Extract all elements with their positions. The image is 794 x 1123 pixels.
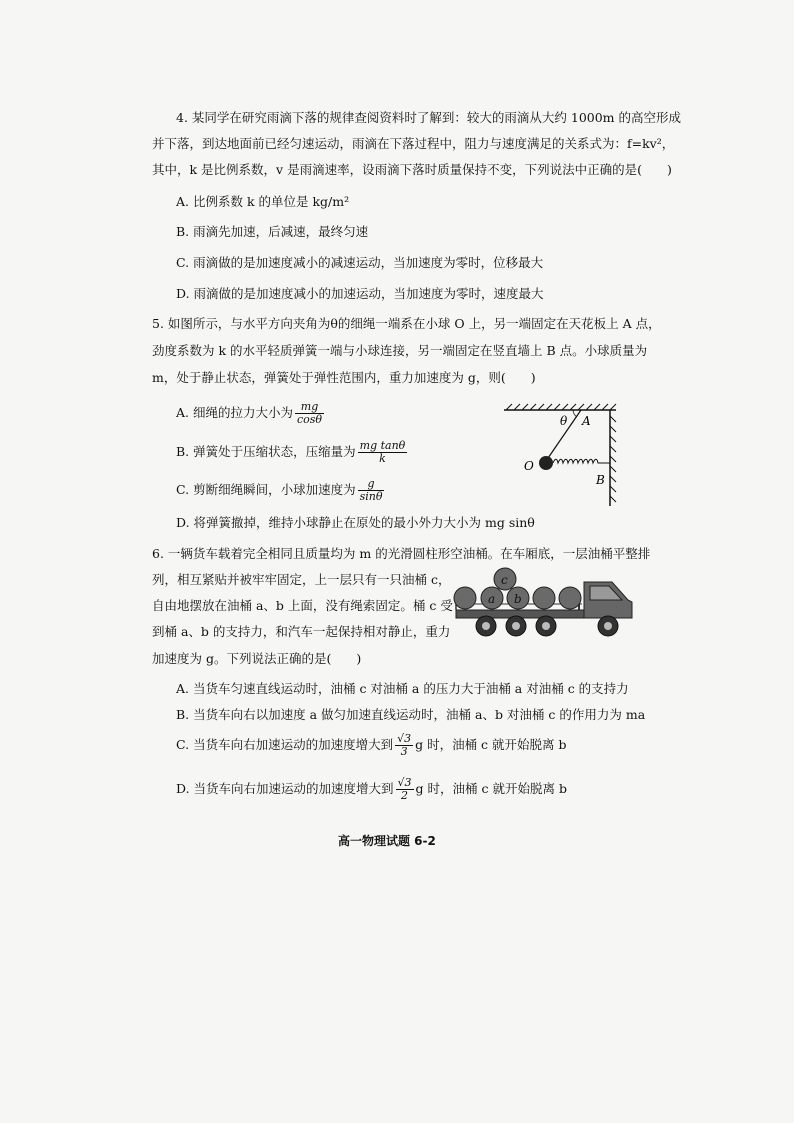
page-footer: 高一物理试题 6-2 xyxy=(338,834,436,848)
fraction-denominator: k xyxy=(379,452,386,465)
point-o-label: O xyxy=(524,459,534,473)
fraction-denominator: 3 xyxy=(400,745,408,758)
q6-line2: 列，相互紧贴并被牢牢固定，上一层只有一只油桶 c， xyxy=(152,572,451,587)
q5-line2: 劲度系数为 k 的水平轻质弹簧一端与小球连接，另一端固定在竖直墙上 B 点。小球质量为 xyxy=(152,343,648,358)
q5-figure xyxy=(498,400,622,510)
point-a-label: A xyxy=(582,414,591,428)
q5-line3: m，处于静止状态，弹簧处于弹性范围内，重力加速度为 g，则( ) xyxy=(152,370,536,385)
q6-option-c-fraction xyxy=(395,733,413,758)
q4-line3: 其中，k 是比例系数，v 是雨滴速率，设雨滴下落时质量保持不变，下列说法中正确的是( ) xyxy=(152,162,672,177)
q5-option-b xyxy=(176,440,409,465)
q6-line4: 到桶 a、b 的支持力，和汽车一起保持相对静止，重力 xyxy=(152,624,451,639)
q6-option-c xyxy=(176,733,567,758)
q6-line3: 自由地摆放在油桶 a、b 上面，没有绳索固定。桶 c 受 xyxy=(152,598,453,613)
q5-option-a-fraction xyxy=(295,401,324,426)
fraction-denominator: cosθ xyxy=(296,413,323,426)
q5-option-d: D. 将弹簧撤掉，维持小球静止在原处的最小外力大小为 mg sinθ xyxy=(176,515,535,530)
ball xyxy=(539,456,553,470)
q6-option-d xyxy=(176,777,567,802)
wheels xyxy=(476,616,618,636)
fraction-numerator: mg xyxy=(295,401,324,414)
q4-option-a: A. 比例系数 k 的单位是 kg/m² xyxy=(176,194,350,209)
q6-option-d-pre: D. 当货车向右加速运动的加速度增大到 xyxy=(176,781,394,796)
q5-option-a-label: A. 细绳的拉力大小为 xyxy=(176,405,293,420)
q6-option-a: A. 当货车匀速直线运动时，油桶 c 对油桶 a 的压力大于油桶 a 对油桶 c 的支持力 xyxy=(176,681,629,696)
q4-option-c: C. 雨滴做的是加速度减小的减速运动，当加速度为零时，位移最大 xyxy=(176,255,544,270)
barrel xyxy=(454,587,476,609)
q6-line1: 6. 一辆货车载着完全相同且质量均为 m 的光滑圆柱形空油桶。在车厢底，一层油桶平整排 xyxy=(152,546,651,561)
ceiling-hatch xyxy=(506,404,616,410)
fraction-numerator: √3 xyxy=(397,732,412,745)
q5-option-c-fraction xyxy=(358,478,385,503)
q6-line5: 加速度为 g。下列说法正确的是( ) xyxy=(152,651,362,666)
barrel xyxy=(533,587,555,609)
barrel-c-label: c xyxy=(501,573,508,587)
wall-hatch xyxy=(610,416,616,502)
q6-option-d-post: g 时，油桶 c 就开始脱离 b xyxy=(415,781,567,796)
q4-line2: 并下落，到达地面前已经匀速运动，雨滴在下落过程中，阻力与速度满足的关系式为：f=kv²， xyxy=(152,136,675,151)
fraction-numerator: mg tanθ xyxy=(359,439,406,452)
barrel-a-label: a xyxy=(488,592,496,606)
spring xyxy=(553,459,610,463)
barrel xyxy=(559,587,581,609)
barrel-b-label: b xyxy=(514,592,522,606)
fraction-denominator: 2 xyxy=(401,789,409,802)
q6-truck-figure xyxy=(452,566,637,640)
fraction-denominator: sinθ xyxy=(359,490,383,503)
q6-option-b: B. 当货车向右以加速度 a 做匀加速直线运动时，油桶 a、b 对油桶 c 的作用力为 ma xyxy=(176,707,646,722)
point-b-label: B xyxy=(596,473,605,487)
q5-option-b-label: B. 弹簧处于压缩状态，压缩量为 xyxy=(176,444,356,459)
theta-label: θ xyxy=(560,414,568,428)
q5-option-c-label: C. 剪断细绳瞬间，小球加速度为 xyxy=(176,482,356,497)
q6-option-c-post: g 时，油桶 c 就开始脱离 b xyxy=(415,737,567,752)
q5-option-a xyxy=(176,401,326,426)
q5-option-b-fraction xyxy=(358,440,408,465)
q5-option-c xyxy=(176,478,386,503)
q4-option-d: D. 雨滴做的是加速度减小的加速运动，当加速度为零时，速度最大 xyxy=(176,286,544,301)
q4-line1: 4. 某同学在研究雨滴下落的规律查阅资料时了解到：较大的雨滴从大约 1000m 的高空形成 xyxy=(176,110,682,125)
q6-option-d-fraction xyxy=(396,777,414,802)
fraction-numerator: √3 xyxy=(397,776,412,789)
fraction-numerator: g xyxy=(358,478,385,491)
q6-option-c-pre: C. 当货车向右加速运动的加速度增大到 xyxy=(176,737,394,752)
q4-option-b: B. 雨滴先加速，后减速，最终匀速 xyxy=(176,224,369,239)
q5-line1: 5. 如图所示，与水平方向夹角为θ的细绳一端系在小球 O 上，另一端固定在天花板上 A 点， xyxy=(152,316,661,331)
